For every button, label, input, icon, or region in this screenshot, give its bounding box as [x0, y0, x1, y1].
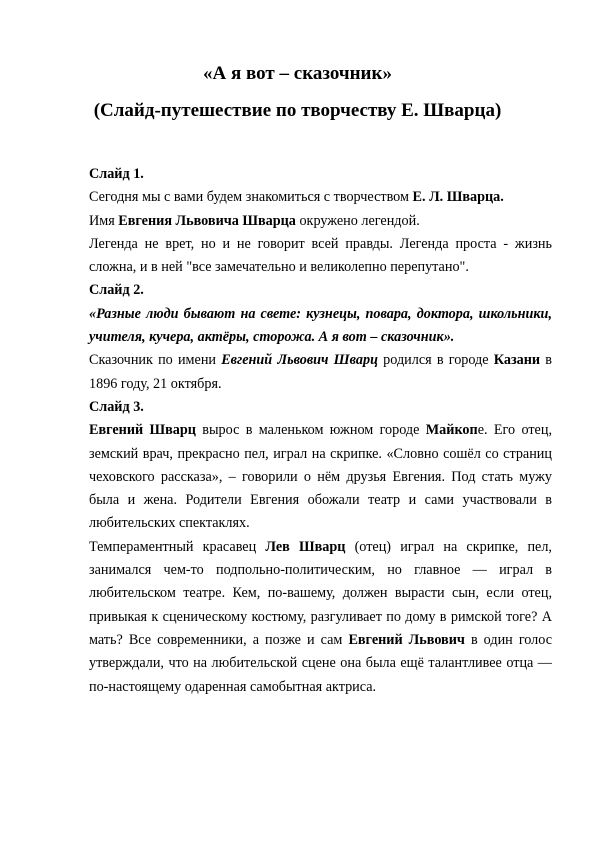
text-run: Темпераментный красавец	[89, 538, 266, 555]
slide-2-heading: Слайд 2.	[89, 282, 144, 299]
bold-name: Евгений Львович	[348, 631, 465, 648]
slide-1-heading: Слайд 1.	[89, 166, 144, 182]
document-title: «А я вот – сказочник»	[203, 63, 392, 84]
text-run: е. Его отец, земский врач, прекрасно пел, играл на скрипке. «Словно сошёл со страниц чеховского рассказа», – говорили о нём друзья Евгения. Под стать мужу была и жена. Родители Евгения обожали театр и сами участвовали в любительских спектаклях.	[89, 422, 552, 532]
slide-1-paragraph-3: Легенда не врет, но и не говорит всей правды. Легенда проста - жизнь сложна, и в ней "все замечательно и великолепно перепутано".	[89, 235, 552, 276]
bold-name: Евгений Шварц	[89, 422, 196, 439]
bold-name: Майкоп	[425, 422, 478, 439]
text-run: в один голос утверждали, что на любительской сцене она была ещё талантливее отца — по-настоящему одаренная самобытная актриса.	[89, 631, 553, 695]
bold-name: Лев Шварц	[265, 538, 346, 555]
slide-3-paragraph-2	[89, 536, 552, 699]
text-run: родился в городе	[377, 352, 494, 369]
text-run: окружено легендой.	[295, 212, 420, 229]
document-body	[89, 163, 552, 699]
slide-2-quote: «Разные люди бывают на свете: кузнецы, повара, доктора, школьники, учителя, кучера, актёры, сторожа. А я вот – сказочник».	[89, 305, 552, 346]
text-run: Имя	[89, 212, 119, 229]
bold-name: Евгения Львовича Шварца	[118, 212, 296, 229]
slide-2-paragraph-1	[89, 349, 552, 396]
bold-name: Е. Л. Шварца.	[412, 189, 504, 206]
text-run: Сегодня мы с вами будем знакомиться с творчеством	[89, 189, 413, 206]
document-subtitle: (Слайд-путешествие по творчеству Е. Шварца)	[93, 100, 502, 121]
slide-1-paragraph-2	[89, 210, 552, 233]
text-run: (отец) играл на скрипке, пел, занимался чем-то подпольно-политическим, но главное — играл в любительском театре. Кем, по-вашему, должен вырасти сын, если отец, привыкая к сценическому костюму, разгуливает по дому в римской тоге? А мать? Все современники, а позже и сам	[89, 538, 552, 648]
text-run: вырос в маленьком южном городе	[195, 422, 426, 439]
text-run: Сказочник по имени	[89, 352, 222, 369]
slide-3-heading: Слайд 3.	[89, 398, 144, 415]
slide-3-paragraph-1	[89, 419, 552, 535]
bold-name: Казани	[493, 352, 541, 369]
text-run: в 1896 году, 21 октября.	[89, 352, 552, 392]
bold-italic-name: Евгений Львович Шварц	[221, 352, 378, 369]
slide-1-paragraph-1	[89, 186, 552, 209]
